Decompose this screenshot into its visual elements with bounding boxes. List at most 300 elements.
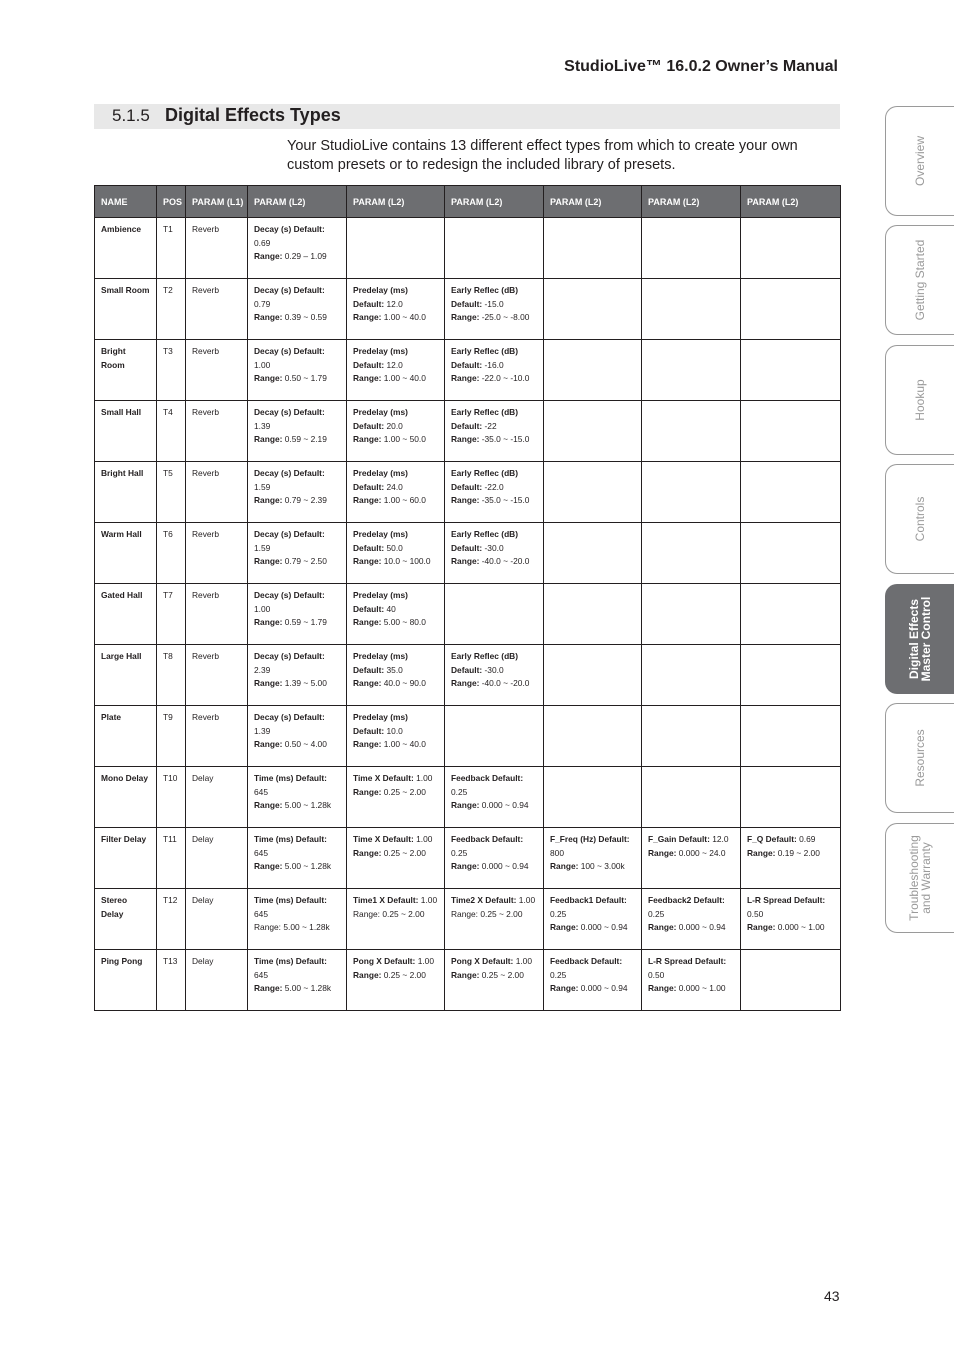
param-default-value: 12.0 xyxy=(712,834,729,844)
param-default-value: 645 xyxy=(254,969,268,980)
param-default-value: -16.0 xyxy=(484,359,504,370)
param-default-label: Default: xyxy=(451,542,483,553)
param-cell xyxy=(642,584,741,645)
chapter-tab-label-line: Overview xyxy=(913,135,927,187)
param-name: Decay (s) Default: xyxy=(254,285,325,295)
effect-type: Delay xyxy=(186,950,248,1011)
column-header: POS xyxy=(157,186,186,218)
param-default-value: 645 xyxy=(254,847,268,858)
param-cell xyxy=(347,706,445,767)
effect-position: T4 xyxy=(157,401,186,462)
param-name: Predelay (ms) xyxy=(353,529,408,539)
chapter-tab-label xyxy=(914,497,926,542)
param-name: Predelay (ms) xyxy=(353,712,408,722)
param-cell xyxy=(544,218,642,279)
param-name: Time (ms) Default: xyxy=(254,773,327,783)
param-cell xyxy=(248,401,347,462)
param-cell xyxy=(248,767,347,828)
param-range-label: Range: xyxy=(451,861,480,872)
param-name: Decay (s) Default: xyxy=(254,224,325,234)
param-range-label: Range: xyxy=(451,312,480,323)
param-name: Decay (s) Default: xyxy=(254,651,325,661)
chapter-tab-label-line: Hookup xyxy=(913,379,927,421)
param-cell xyxy=(642,828,741,889)
param-range-label: Range: xyxy=(353,556,382,567)
param-name: Pong X Default: xyxy=(451,956,514,966)
param-cell xyxy=(741,645,841,706)
effect-type: Reverb xyxy=(186,462,248,523)
param-range-value: 0.59 ~ 1.79 xyxy=(284,617,327,628)
param-name: Time X Default: xyxy=(353,773,414,783)
effect-name: Bright Room xyxy=(95,340,157,401)
param-range-label: Range: xyxy=(254,312,283,323)
param-cell xyxy=(741,767,841,828)
param-cell xyxy=(544,523,642,584)
param-cell xyxy=(445,340,544,401)
table-row xyxy=(95,950,841,1011)
param-cell xyxy=(642,767,741,828)
section-title: Digital Effects Types xyxy=(165,105,341,125)
param-range-value: 0.000 ~ 0.94 xyxy=(678,922,726,933)
param-name: Time2 X Default: xyxy=(451,895,517,905)
running-head: StudioLive™ 16.0.2 Owner’s Manual xyxy=(564,58,838,75)
param-range-value: 1.00 ~ 60.0 xyxy=(383,495,426,506)
param-default-value: 0.50 xyxy=(747,908,764,919)
chapter-tab-getting-started[interactable] xyxy=(885,225,954,335)
effect-position: T2 xyxy=(157,279,186,340)
param-default-value: 1.39 xyxy=(254,725,271,736)
param-name: Decay (s) Default: xyxy=(254,407,325,417)
param-default-label: Default: xyxy=(451,359,483,370)
effect-name: Filter Delay xyxy=(95,828,157,889)
param-range-value: 0.000 ~ 1.00 xyxy=(678,983,726,994)
param-range-value: 0.19 ~ 2.00 xyxy=(777,847,820,858)
param-range-label: Range: xyxy=(353,434,382,445)
param-range-label: Range: xyxy=(451,969,480,980)
param-default-label: Default: xyxy=(451,664,483,675)
param-default-label: Default: xyxy=(353,725,385,736)
param-cell xyxy=(347,767,445,828)
param-cell xyxy=(445,889,544,950)
param-cell xyxy=(642,218,741,279)
param-range-value: -40.0 ~ -20.0 xyxy=(481,556,530,567)
param-cell xyxy=(445,218,544,279)
param-cell xyxy=(642,645,741,706)
table-row xyxy=(95,767,841,828)
param-range-value: 40.0 ~ 90.0 xyxy=(383,678,426,689)
param-default-label: Default: xyxy=(353,420,385,431)
param-range-label: Range: xyxy=(353,495,382,506)
chapter-tab-label-line: Master Control xyxy=(919,596,933,682)
chapter-tab-label xyxy=(914,729,926,786)
param-cell xyxy=(741,279,841,340)
param-cell xyxy=(347,218,445,279)
chapter-tab-label xyxy=(914,379,926,420)
param-name: Decay (s) Default: xyxy=(254,529,325,539)
param-name: Decay (s) Default: xyxy=(254,590,325,600)
param-default-value: 12.0 xyxy=(386,298,403,309)
param-cell xyxy=(445,462,544,523)
param-cell xyxy=(347,584,445,645)
param-default-value: 1.00 xyxy=(518,895,536,905)
chapter-tab-label-line: Resources xyxy=(913,729,927,787)
param-cell xyxy=(642,401,741,462)
param-default-value: 20.0 xyxy=(386,420,403,431)
param-default-value: 1.59 xyxy=(254,542,271,553)
param-default-label: Default: xyxy=(451,481,483,492)
param-default-value: 0.79 xyxy=(254,298,271,309)
param-default-label: Default: xyxy=(353,603,385,614)
param-range-label: Range: xyxy=(254,373,283,384)
param-name: Time (ms) Default: xyxy=(254,895,327,905)
param-default-label: Default: xyxy=(353,542,385,553)
param-range-label: Range: xyxy=(254,495,283,506)
param-range: Range: 5.00 ~ 1.28k xyxy=(254,922,330,933)
effect-type: Reverb xyxy=(186,401,248,462)
param-name: Time (ms) Default: xyxy=(254,834,327,844)
table-row xyxy=(95,584,841,645)
param-cell xyxy=(248,706,347,767)
param-cell xyxy=(347,340,445,401)
effect-type: Delay xyxy=(186,889,248,950)
effect-position: T7 xyxy=(157,584,186,645)
param-range-value: 0.25 ~ 2.00 xyxy=(481,969,524,980)
column-header: NAME xyxy=(95,186,157,218)
chapter-tab-troubleshooting-and-warranty[interactable] xyxy=(885,823,954,933)
param-range-value: 1.00 ~ 50.0 xyxy=(383,434,426,445)
effect-name: Ping Pong xyxy=(95,950,157,1011)
param-cell xyxy=(741,523,841,584)
param-name: Predelay (ms) xyxy=(353,407,408,417)
param-cell xyxy=(544,828,642,889)
param-cell xyxy=(741,340,841,401)
param-cell xyxy=(445,828,544,889)
table-row xyxy=(95,279,841,340)
param-name: Feedback1 Default: xyxy=(550,895,627,905)
param-default-value: 10.0 xyxy=(386,725,403,736)
effect-name: Mono Delay xyxy=(95,767,157,828)
param-range-value: 0.29 – 1.09 xyxy=(284,251,327,262)
param-range-label: Range: xyxy=(648,847,677,858)
param-default-value: 1.00 xyxy=(515,956,532,966)
param-default-value: -22.0 xyxy=(484,481,504,492)
chapter-tab-hookup[interactable] xyxy=(885,345,954,455)
section-number: 5.1.5 xyxy=(112,106,150,125)
param-range-label: Range: xyxy=(254,739,283,750)
param-name: Time1 X Default: xyxy=(353,895,419,905)
param-default-value: 800 xyxy=(550,847,564,858)
param-cell xyxy=(248,828,347,889)
param-range-label: Range: xyxy=(648,922,677,933)
param-cell xyxy=(347,828,445,889)
param-range-value: 0.50 ~ 1.79 xyxy=(284,373,327,384)
param-range-label: Range: xyxy=(254,983,283,994)
param-name: F_Freq (Hz) Default: xyxy=(550,834,630,844)
effect-position: T12 xyxy=(157,889,186,950)
column-header: PARAM (L2) xyxy=(544,186,642,218)
param-default-value: 0.25 xyxy=(550,969,567,980)
effect-type: Reverb xyxy=(186,645,248,706)
param-cell xyxy=(445,584,544,645)
param-range-label: Range: xyxy=(451,556,480,567)
param-range-value: 0.000 ~ 0.94 xyxy=(580,922,628,933)
param-cell xyxy=(248,889,347,950)
param-default-value: 0.69 xyxy=(254,237,271,248)
chapter-tab-label xyxy=(908,597,932,682)
param-name: Predelay (ms) xyxy=(353,468,408,478)
param-range-value: 0.25 ~ 2.00 xyxy=(383,969,426,980)
param-cell xyxy=(642,706,741,767)
param-default-value: 1.00 xyxy=(254,603,271,614)
chapter-tab-controls[interactable] xyxy=(885,464,954,574)
param-cell xyxy=(544,950,642,1011)
param-range-value: 5.00 ~ 80.0 xyxy=(383,617,426,628)
param-range-value: 0.79 ~ 2.39 xyxy=(284,495,327,506)
column-header: PARAM (L2) xyxy=(445,186,544,218)
table-row xyxy=(95,706,841,767)
param-cell xyxy=(347,401,445,462)
param-name: Feedback2 Default: xyxy=(648,895,725,905)
effect-name: Bright Hall xyxy=(95,462,157,523)
param-name: Early Reflec (dB) xyxy=(451,529,519,539)
param-range-value: -22.0 ~ -10.0 xyxy=(481,373,530,384)
section-heading-bar xyxy=(94,104,840,129)
param-cell xyxy=(445,279,544,340)
param-default-value: 0.25 xyxy=(648,908,665,919)
param-name: Early Reflec (dB) xyxy=(451,651,519,661)
param-range-label: Range: xyxy=(648,983,677,994)
chapter-tab-label-line: Controls xyxy=(913,496,927,542)
chapter-tab-label-line: Troubleshooting xyxy=(907,835,921,921)
param-range-value: 1.00 ~ 40.0 xyxy=(383,739,426,750)
effect-position: T6 xyxy=(157,523,186,584)
param-cell xyxy=(347,889,445,950)
param-cell xyxy=(642,340,741,401)
param-cell xyxy=(642,889,741,950)
param-default-value: 1.39 xyxy=(254,420,271,431)
table-row xyxy=(95,523,841,584)
param-range-label: Range: xyxy=(353,312,382,323)
effect-name: Plate xyxy=(95,706,157,767)
param-cell xyxy=(248,340,347,401)
effects-table xyxy=(94,185,841,1011)
param-name: Early Reflec (dB) xyxy=(451,468,519,478)
param-cell xyxy=(741,889,841,950)
param-range-value: 100 ~ 3.00k xyxy=(580,861,625,872)
param-name: L-R Spread Default: xyxy=(747,895,826,905)
param-default-value: 1.00 xyxy=(416,834,433,844)
param-range-label: Range: xyxy=(353,373,382,384)
param-range-value: 0.25 ~ 2.00 xyxy=(383,847,426,858)
effect-type: Reverb xyxy=(186,584,248,645)
effect-position: T1 xyxy=(157,218,186,279)
chapter-tab-label-line: Digital Effects xyxy=(907,599,921,680)
param-range-label: Range: xyxy=(747,847,776,858)
param-name: F_Q Default: xyxy=(747,834,797,844)
param-name: Predelay (ms) xyxy=(353,285,408,295)
param-cell xyxy=(544,584,642,645)
param-cell xyxy=(741,584,841,645)
param-default-value: 1.00 xyxy=(416,773,433,783)
param-default-value: -22 xyxy=(484,420,497,431)
table-header-row xyxy=(95,186,841,218)
chapter-tab-overview[interactable] xyxy=(885,106,954,216)
param-range-value: 0.000 ~ 1.00 xyxy=(777,922,825,933)
param-cell xyxy=(544,767,642,828)
chapter-tab-label xyxy=(914,240,926,321)
table-row xyxy=(95,889,841,950)
param-range-value: 1.00 ~ 40.0 xyxy=(383,373,426,384)
param-cell xyxy=(544,645,642,706)
param-cell xyxy=(347,462,445,523)
param-range-label: Range: xyxy=(254,861,283,872)
param-range-label: Range: xyxy=(254,251,283,262)
param-range-value: -35.0 ~ -15.0 xyxy=(481,495,530,506)
param-range-value: 0.59 ~ 2.19 xyxy=(284,434,327,445)
param-range-value: 0.25 ~ 2.00 xyxy=(383,786,426,797)
param-default-value: 50.0 xyxy=(386,542,403,553)
effect-name: Stereo Delay xyxy=(95,889,157,950)
param-default-label: Default: xyxy=(353,664,385,675)
param-name: Time X Default: xyxy=(353,834,414,844)
param-name: Feedback Default: xyxy=(451,834,524,844)
param-default-label: Default: xyxy=(353,298,385,309)
param-range-value: 0.000 ~ 0.94 xyxy=(481,800,529,811)
table-row xyxy=(95,645,841,706)
param-cell xyxy=(445,767,544,828)
param-range-label: Range: xyxy=(254,434,283,445)
param-cell xyxy=(544,401,642,462)
param-default-value: 645 xyxy=(254,908,268,919)
param-default-value: 40 xyxy=(386,603,396,614)
param-default-value: 0.50 xyxy=(648,969,665,980)
param-default-label: Default: xyxy=(451,420,483,431)
param-range-label: Range: xyxy=(254,800,283,811)
table-row xyxy=(95,218,841,279)
chapter-tab-label-line: and Warranty xyxy=(919,842,933,914)
param-range-label: Range: xyxy=(451,800,480,811)
effect-name: Gated Hall xyxy=(95,584,157,645)
param-range-label: Range: xyxy=(451,678,480,689)
effect-position: T11 xyxy=(157,828,186,889)
param-cell xyxy=(248,645,347,706)
chapter-tabs xyxy=(885,0,954,1350)
param-range-value: 0.000 ~ 0.94 xyxy=(481,861,529,872)
param-default-value: 1.00 xyxy=(254,359,271,370)
param-range-value: 1.39 ~ 5.00 xyxy=(284,678,327,689)
effect-type: Reverb xyxy=(186,706,248,767)
param-name: Predelay (ms) xyxy=(353,590,408,600)
param-range-label: Range: xyxy=(353,969,382,980)
page-number: 43 xyxy=(824,1288,840,1304)
param-default-value: -30.0 xyxy=(484,542,504,553)
param-cell xyxy=(642,462,741,523)
param-default-value: 24.0 xyxy=(386,481,403,492)
param-range-label: Range: xyxy=(353,739,382,750)
param-default-value: 0.25 xyxy=(550,908,567,919)
param-range-value: -40.0 ~ -20.0 xyxy=(481,678,530,689)
param-cell xyxy=(544,706,642,767)
table-row xyxy=(95,462,841,523)
chapter-tab-label-line: Getting Started xyxy=(913,239,927,321)
param-range-value: 0.50 ~ 4.00 xyxy=(284,739,327,750)
param-name: Predelay (ms) xyxy=(353,651,408,661)
effect-name: Warm Hall xyxy=(95,523,157,584)
param-cell xyxy=(347,950,445,1011)
chapter-tab-digital-effects-master-control[interactable] xyxy=(885,584,954,694)
param-name: F_Gain Default: xyxy=(648,834,710,844)
param-name: Early Reflec (dB) xyxy=(451,346,519,356)
param-range-value: 5.00 ~ 1.28k xyxy=(284,983,332,994)
param-default-value: 12.0 xyxy=(386,359,403,370)
param-range-value: 5.00 ~ 1.28k xyxy=(284,861,332,872)
param-range-label: Range: xyxy=(353,847,382,858)
effect-position: T10 xyxy=(157,767,186,828)
param-range-label: Range: xyxy=(353,678,382,689)
effect-type: Reverb xyxy=(186,340,248,401)
effect-position: T8 xyxy=(157,645,186,706)
param-cell xyxy=(741,218,841,279)
param-cell xyxy=(544,889,642,950)
param-range-label: Range: xyxy=(353,786,382,797)
param-default-label: Default: xyxy=(451,298,483,309)
effect-name: Large Hall xyxy=(95,645,157,706)
param-name: Early Reflec (dB) xyxy=(451,285,519,295)
param-default-value: -30.0 xyxy=(484,664,504,675)
param-cell xyxy=(544,279,642,340)
chapter-tab-label xyxy=(908,835,932,921)
param-cell xyxy=(445,706,544,767)
param-name: Decay (s) Default: xyxy=(254,468,325,478)
param-cell xyxy=(741,401,841,462)
param-cell xyxy=(741,828,841,889)
param-cell xyxy=(445,645,544,706)
table-row xyxy=(95,828,841,889)
param-range-label: Range: xyxy=(451,495,480,506)
param-cell xyxy=(642,523,741,584)
param-cell xyxy=(248,950,347,1011)
param-range-value: 1.00 ~ 40.0 xyxy=(383,312,426,323)
param-name: Feedback Default: xyxy=(550,956,623,966)
param-range-value: 5.00 ~ 1.28k xyxy=(284,800,332,811)
effect-name: Ambience xyxy=(95,218,157,279)
param-range-value: 0.000 ~ 0.94 xyxy=(580,983,628,994)
column-header: PARAM (L1) xyxy=(186,186,248,218)
param-default-value: 0.25 xyxy=(451,786,468,797)
chapter-tab-label xyxy=(914,136,926,186)
intro-paragraph: Your StudioLive contains 13 different effect types from which to create your own custom presets or to redesign the included library of presets. xyxy=(287,138,798,173)
param-range-value: 0.000 ~ 24.0 xyxy=(678,847,726,858)
effect-type: Delay xyxy=(186,767,248,828)
param-cell xyxy=(642,279,741,340)
param-cell xyxy=(347,645,445,706)
param-default-value: 1.59 xyxy=(254,481,271,492)
param-default-label: Default: xyxy=(353,481,385,492)
chapter-tab-resources[interactable] xyxy=(885,703,954,813)
param-range-label: Range: xyxy=(451,373,480,384)
param-cell xyxy=(347,523,445,584)
effect-position: T9 xyxy=(157,706,186,767)
column-header: PARAM (L2) xyxy=(347,186,445,218)
param-range-value: -35.0 ~ -15.0 xyxy=(481,434,530,445)
param-name: Feedback Default: xyxy=(451,773,524,783)
column-header: PARAM (L2) xyxy=(741,186,841,218)
param-name: Pong X Default: xyxy=(353,956,416,966)
param-range-label: Range: xyxy=(254,556,283,567)
param-name: Decay (s) Default: xyxy=(254,712,325,722)
param-cell xyxy=(248,584,347,645)
param-range-label: Range: xyxy=(550,922,579,933)
